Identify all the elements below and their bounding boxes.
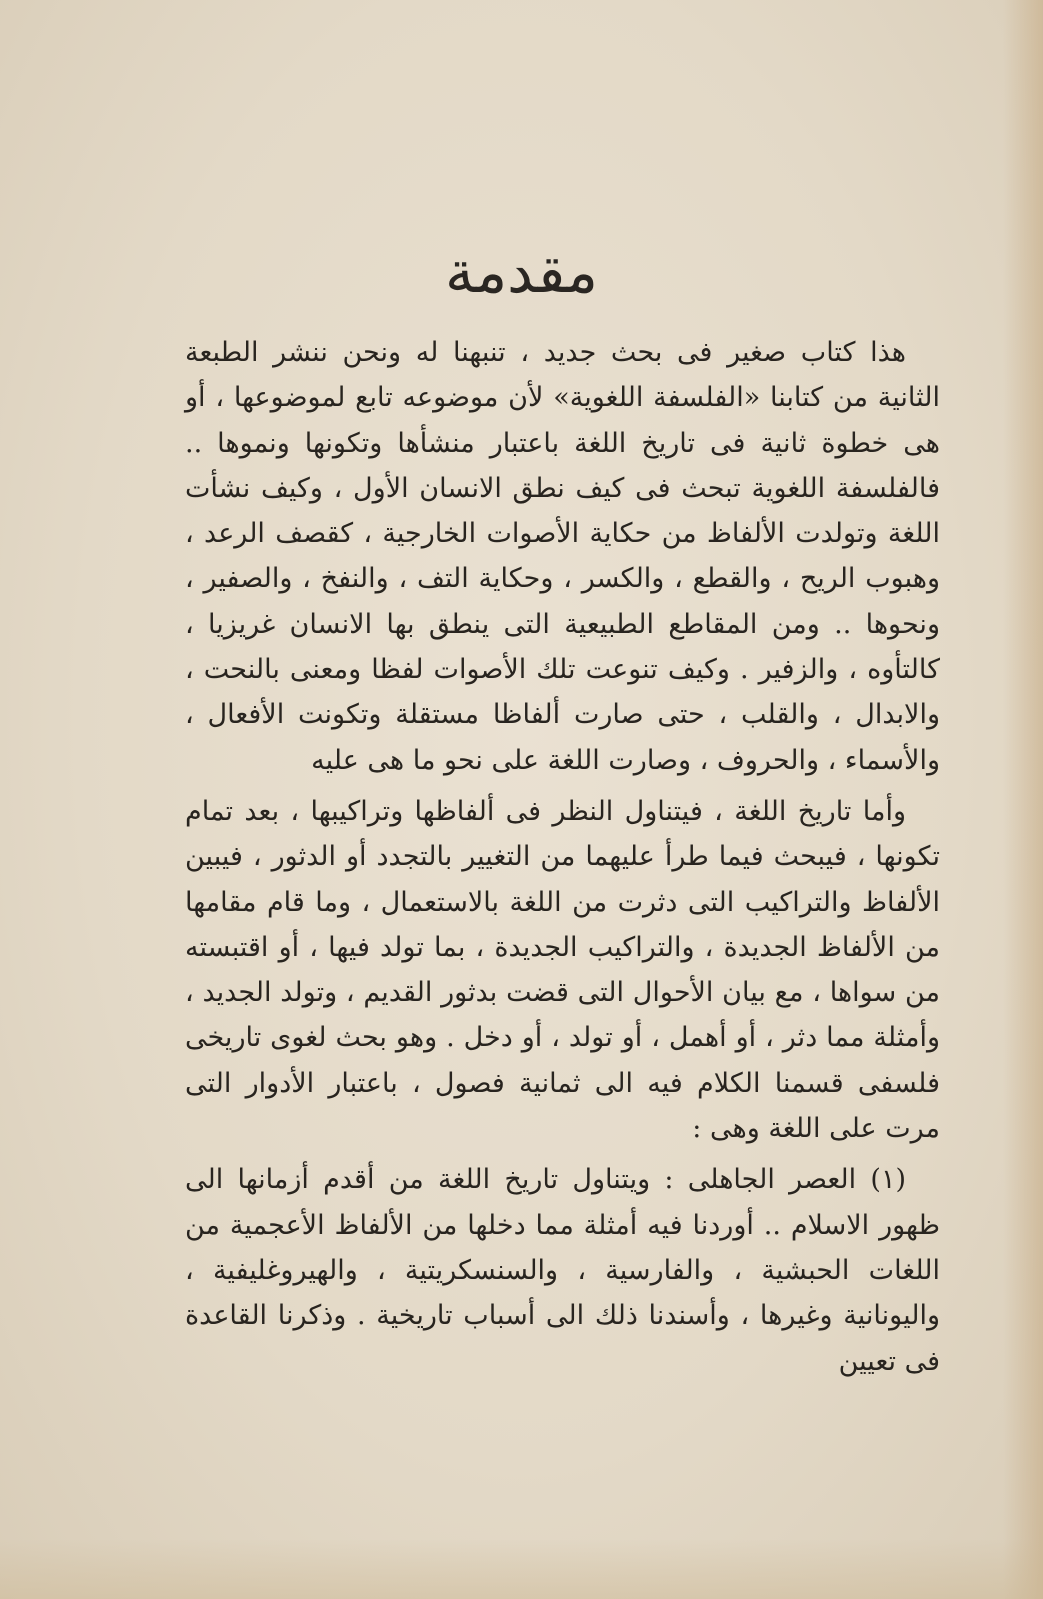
- paragraph-3: (١) العصر الجاهلى : ويتناول تاريخ اللغة من أقدم أزمانها الى ظهور الاسلام .. أوردنا فيه أمثلة مما دخلها من الألفاظ الأعجمية من اللغات الحبشية ، والفارسية ، والسنسكريتية ، والهيروغليفية ، واليونانية وغيرها ، وأسندنا ذلك الى أسباب تاريخية . وذكرنا القاعدة فى تعيين: [185, 1164, 940, 1377]
- paragraph-2: وأما تاريخ اللغة ، فيتناول النظر فى ألفاظها وتراكيبها ، بعد تمام تكونها ، فيبحث فيما طرأ عليهما من التغيير بالتجدد أو الدثور ، فيبين الألفاظ والتراكيب التى دثرت من اللغة بالاستعمال ، وما قام مقامها من الألفاظ الجديدة ، والتراكيب الجديدة ، بما تولد فيها ، أو اقتبسته من سواها ، مع بيان الأحوال التى قضت بدثور القديم ، وتولد الجديد ، وأمثلة مما دثر ، أو أهمل ، أو تولد ، أو دخل . وهو بحث لغوى تاريخى فلسفى قسمنا الكلام فيه الى ثمانية فصول ، باعتبار الأدوار التى مرت على اللغة وهى :: [185, 795, 940, 1145]
- body-text: [185, 330, 940, 1390]
- paragraph-1: هذا كتاب صغير فى بحث جديد ، تنبهنا له ونحن ننشر الطبعة الثانية من كتابنا «الفلسفة اللغوية» لأن موضوعه تابع لموضوعها ، أو هى خطوة ثانية فى تاريخ اللغة باعتبار منشأها وتكونها ونموها .. فالفلسفة اللغوية تبحث فى كيف نطق الانسان الأول ، وكيف نشأت اللغة وتولدت الألفاظ من حكاية الأصوات الخارجية ، كقصف الرعد ، وهبوب الريح ، والقطع ، والكسر ، وحكاية التف ، والنفخ ، والصفير ، ونحوها .. ومن المقاطع الطبيعية التى ينطق بها الانسان غريزيا ، كالتأوه ، والزفير . وكيف تنوعت تلك الأصوات لفظا ومعنى بالنحت ، والابدال ، والقلب ، حتى صارت ألفاظا مستقلة وتكونت الأفعال ، والأسماء ، والحروف ، وصارت اللغة على نحو ما هى عليه: [185, 337, 940, 776]
- page-bottom-shadow: [0, 1539, 1043, 1599]
- page-title: مقدمة: [444, 238, 598, 306]
